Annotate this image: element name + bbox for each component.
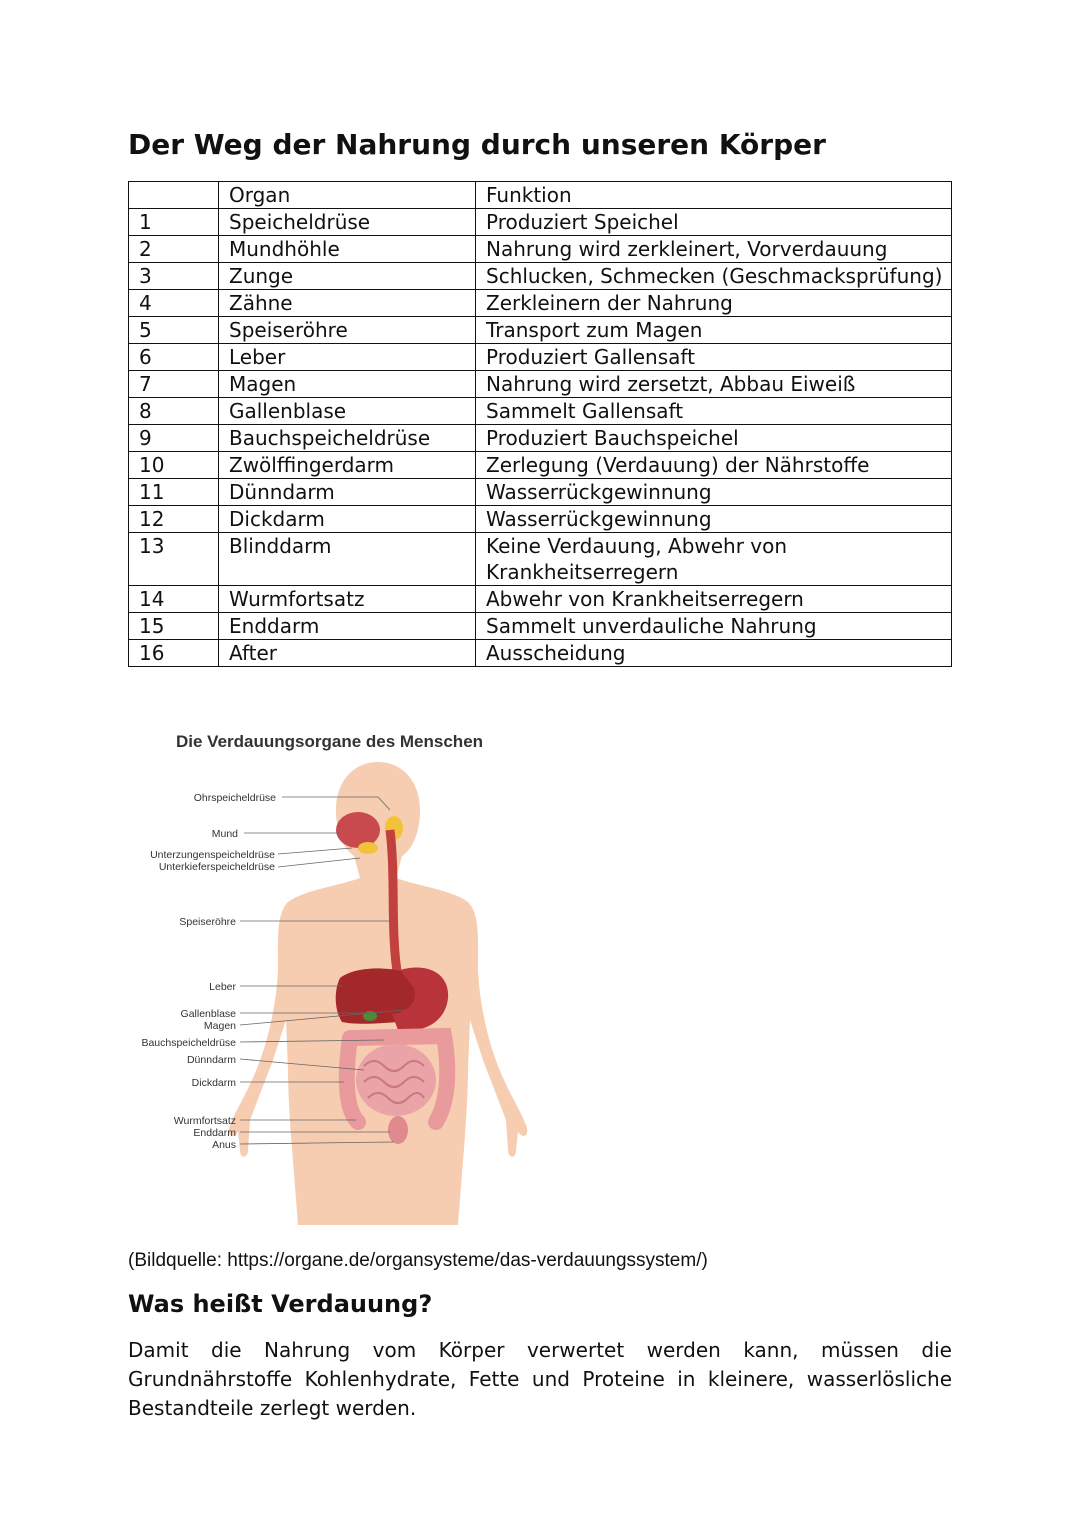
row-organ: After: [219, 640, 476, 667]
row-num: 5: [129, 317, 219, 344]
rectum: [388, 1116, 408, 1144]
row-funktion: Sammelt unverdauliche Nahrung: [476, 613, 952, 640]
row-num: 16: [129, 640, 219, 667]
table-row: [129, 263, 952, 290]
label-leber: Leber: [209, 981, 236, 993]
table-row: [129, 290, 952, 317]
row-organ: Leber: [219, 344, 476, 371]
table-row: [129, 236, 952, 263]
row-funktion: Produziert Bauchspeichel: [476, 425, 952, 452]
row-num: 15: [129, 613, 219, 640]
label-unterzungen: Unterzungenspeicheldrüse: [150, 849, 275, 861]
table-row: [129, 371, 952, 398]
row-num: 8: [129, 398, 219, 425]
label-wurmfortsatz: Wurmfortsatz: [173, 1115, 236, 1127]
label-ohrspeicheldruese: Ohrspeicheldrüse: [193, 792, 276, 804]
row-funktion: Transport zum Magen: [476, 317, 952, 344]
label-dickdarm: Dickdarm: [191, 1077, 236, 1089]
row-num: 11: [129, 479, 219, 506]
row-num: 9: [129, 425, 219, 452]
label-gallenblase: Gallenblase: [180, 1008, 236, 1020]
digestive-system-figure: [128, 730, 568, 1225]
row-organ: Zunge: [219, 263, 476, 290]
table-row: [129, 344, 952, 371]
label-speiseroehre: Speiseröhre: [179, 916, 236, 928]
row-funktion: Wasserrückgewinnung: [476, 506, 952, 533]
row-num: 2: [129, 236, 219, 263]
row-funktion: Nahrung wird zerkleinert, Vorverdauung: [476, 236, 952, 263]
table-row: [129, 586, 952, 613]
label-enddarm: Enddarm: [193, 1127, 236, 1139]
row-funktion: Zerlegung (Verdauung) der Nährstoffe: [476, 452, 952, 479]
row-num: 4: [129, 290, 219, 317]
row-organ: Bauchspeicheldrüse: [219, 425, 476, 452]
row-funktion: Ausscheidung: [476, 640, 952, 667]
label-duenndarm: Dünndarm: [186, 1054, 236, 1066]
label-mund: Mund: [211, 828, 238, 840]
row-organ: Gallenblase: [219, 398, 476, 425]
label-magen: Magen: [203, 1020, 236, 1032]
row-num: 10: [129, 452, 219, 479]
row-funktion: Produziert Gallensaft: [476, 344, 952, 371]
table-row: [129, 452, 952, 479]
row-organ: Wurmfortsatz: [219, 586, 476, 613]
table-header-row: [129, 182, 952, 209]
section-text: Damit die Nahrung vom Körper verwertet werden kann, müssen die Grundnährstoffe Kohlenhydrate, Fette und Proteine in kleinere, wasserlösliche Bestandteile zerlegt werden.: [128, 1338, 952, 1420]
row-organ: Zwölffingerdarm: [219, 452, 476, 479]
row-num: 13: [129, 533, 219, 586]
row-funktion: Keine Verdauung, Abwehr von Krankheitserregern: [476, 533, 952, 586]
row-funktion: Zerkleinern der Nahrung: [476, 290, 952, 317]
row-num: 3: [129, 263, 219, 290]
row-num: 12: [129, 506, 219, 533]
row-num: 14: [129, 586, 219, 613]
row-num: 7: [129, 371, 219, 398]
mouth-organ: [336, 812, 380, 848]
row-organ: Zähne: [219, 290, 476, 317]
label-bauchspeicheldruese: Bauchspeicheldrüse: [141, 1037, 236, 1049]
row-funktion: Wasserrückgewinnung: [476, 479, 952, 506]
row-num: 6: [129, 344, 219, 371]
image-source: (Bildquelle: https://organe.de/organsysteme/das-verdauungssystem/): [128, 1250, 708, 1271]
header-num: [129, 182, 219, 209]
row-num: 1: [129, 209, 219, 236]
row-organ: Speicheldrüse: [219, 209, 476, 236]
row-organ: Speiseröhre: [219, 317, 476, 344]
table-row: [129, 425, 952, 452]
table-row: [129, 209, 952, 236]
table-row: [129, 640, 952, 667]
header-funktion: Funktion: [476, 182, 952, 209]
label-unterkiefer: Unterkieferspeicheldrüse: [158, 861, 275, 873]
row-organ: Mundhöhle: [219, 236, 476, 263]
row-funktion: Produziert Speichel: [476, 209, 952, 236]
table-row: [129, 613, 952, 640]
section-heading: Was heißt Verdauung?: [128, 1290, 433, 1318]
row-funktion: Nahrung wird zersetzt, Abbau Eiweiß: [476, 371, 952, 398]
small-intestine: [356, 1044, 436, 1116]
row-funktion: Schlucken, Schmecken (Geschmacksprüfung): [476, 263, 952, 290]
row-organ: Magen: [219, 371, 476, 398]
page-title: Der Weg der Nahrung durch unseren Körper: [128, 128, 826, 161]
organ-table: [128, 181, 952, 667]
row-organ: Blinddarm: [219, 533, 476, 586]
row-organ: Dickdarm: [219, 506, 476, 533]
header-organ: Organ: [219, 182, 476, 209]
table-row: [129, 533, 952, 586]
row-funktion: Abwehr von Krankheitserregern: [476, 586, 952, 613]
figure-title: Die Verdauungsorgane des Menschen: [176, 732, 484, 751]
table-row: [129, 317, 952, 344]
table-row: [129, 479, 952, 506]
sublingual-gland: [358, 842, 378, 854]
table-row: [129, 398, 952, 425]
row-organ: Dünndarm: [219, 479, 476, 506]
row-organ: Enddarm: [219, 613, 476, 640]
row-funktion: Sammelt Gallensaft: [476, 398, 952, 425]
table-row: [129, 506, 952, 533]
label-anus: Anus: [212, 1139, 236, 1151]
